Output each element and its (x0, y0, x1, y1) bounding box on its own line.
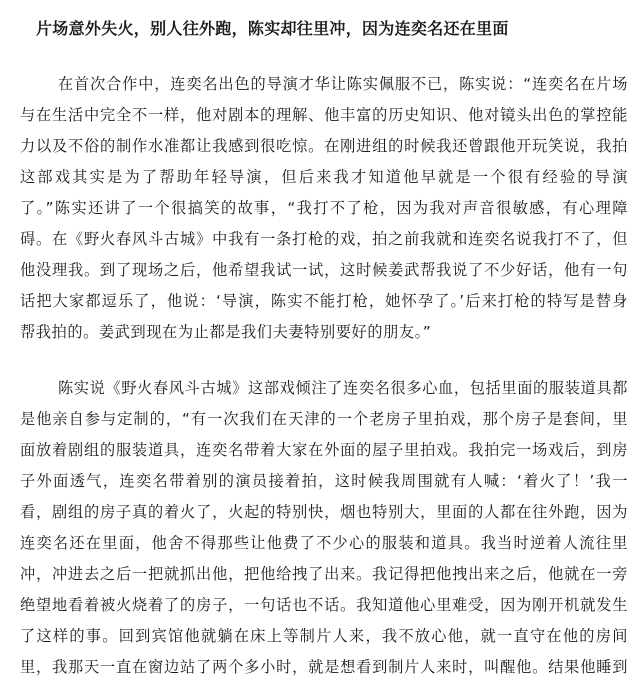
text-line: 子外面透气，连奕名带着别的演员接着拍，这时候我周围就有人喊：‘着火了！’我一 (20, 472, 628, 490)
text-line: 绝望地看着被火烧着了的房子，一句话也不话。我知道他心里难受，因为刚开机就发生 (20, 596, 628, 614)
paragraph-2 (20, 373, 628, 680)
text-line: 这部戏其实是为了帮助年轻导演，但后来我才知道他早就是一个很有经验的导演 (20, 168, 628, 186)
text-line: 话把大家都逗乐了，他说：‘导演，陈实不能打枪，她怀孕了。’后来打枪的特写是替身 (20, 292, 628, 310)
text-line: 帮我拍的。姜武到现在为止都是我们夫妻特别要好的朋友。” (20, 323, 432, 341)
text-line: 力以及不俗的制作水准都让我感到很吃惊。在刚进组的时候我还曾跟他开玩笑说，我拍 (20, 137, 628, 155)
text-line: 与在生活中完全不一样，他对剧本的理解、他丰富的历史知识、他对镜头出色的掌控能 (20, 106, 628, 124)
text-line: 面放着剧组的服装道具，连奕名带着大家在外面的屋子里拍戏。我拍完一场戏后，到房 (20, 441, 628, 459)
text-line: 是他亲自参与定制的，“有一次我们在天津的一个老房子里拍戏，那个房子是套间，里 (20, 410, 628, 428)
text-line: 看，剧组的房子真的着火了，火起的特别快，烟也特别大，里面的人都在往外跑，因为 (20, 503, 628, 521)
article-title: 片场意外失火，别人往外跑，陈实却往里冲，因为连奕名还在里面 (36, 19, 509, 38)
paragraph-1 (20, 69, 628, 348)
text-line: 了。”陈实还讲了一个很搞笑的故事，“我打不了枪，因为我对声音很敏感，有心理障 (20, 199, 628, 217)
text-line: 连奕名还在里面，他舍不得那些让他费了不少心的服装和道具。我当时逆着人流往里 (20, 534, 628, 552)
text-line: 他没理我。到了现场之后，他希望我试一试，这时候姜武帮我说了不少好话，他有一句 (20, 261, 628, 279)
text-line: 了这样的事。回到宾馆他就躺在床上等制片人来，我不放心他，就一直守在他的房间 (20, 627, 628, 645)
text-line: 里，我那天一直在窗边站了两个多小时，就是想看到制片人来时，叫醒他。结果他睡到 (20, 658, 628, 676)
text-line: 在首次合作中，连奕名出色的导演才华让陈实佩服不已，陈实说：“连奕名在片场 (58, 75, 628, 93)
text-line: 冲，冲进去之后一把就抓出他，把他给拽了出来。我记得把他拽出来之后，他就在一旁 (20, 565, 628, 583)
text-line: 陈实说《野火春风斗古城》这部戏倾注了连奕名很多心血，包括里面的服装道具都 (58, 379, 628, 397)
text-line: 碍。在《野火春风斗古城》中我有一条打枪的戏，拍之前我就和连奕名说我打不了，但 (20, 230, 628, 248)
